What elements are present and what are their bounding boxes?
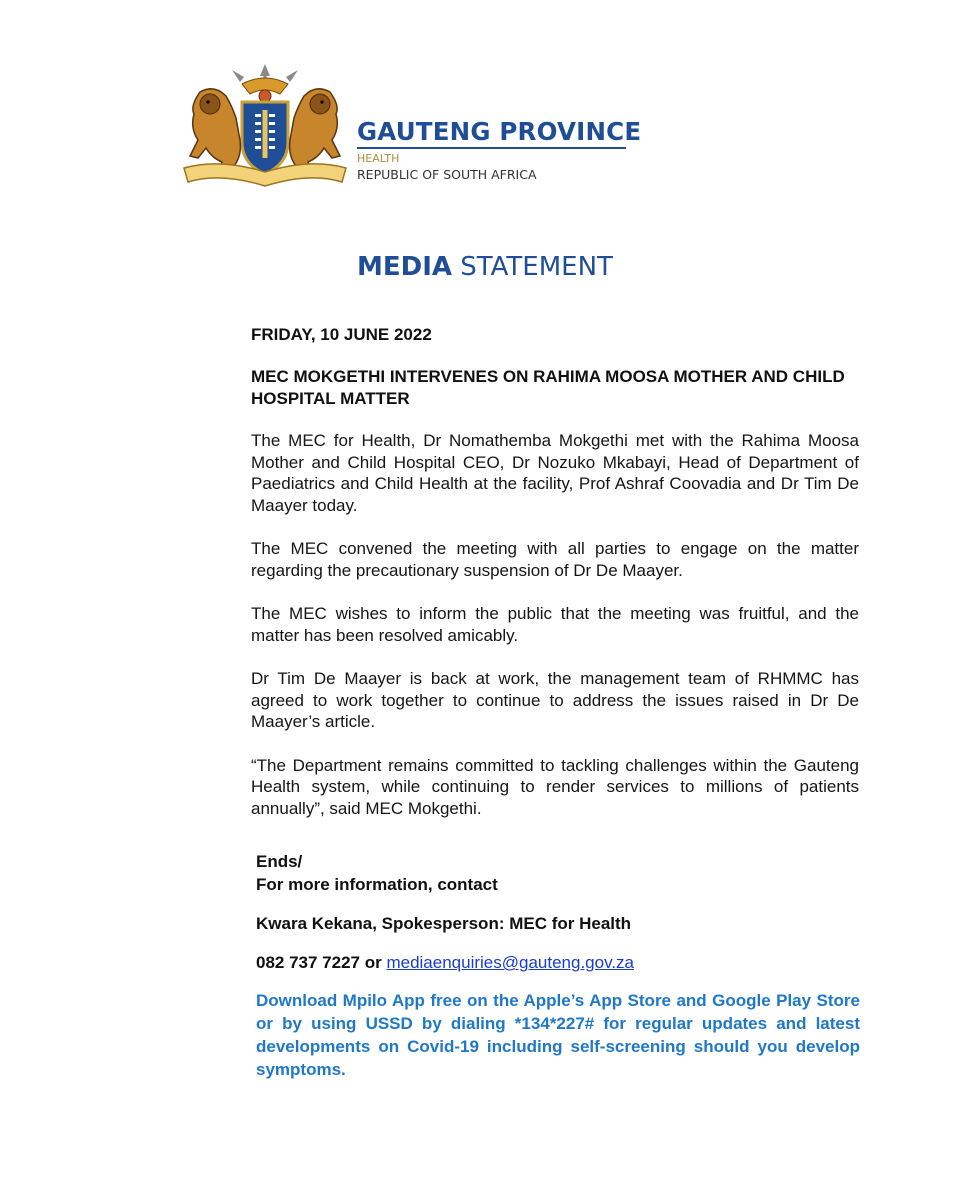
divider	[357, 147, 626, 149]
country-name: REPUBLIC OF SOUTH AFRICA	[357, 167, 537, 182]
statement-footer	[256, 850, 860, 1081]
app-promo: Download Mpilo App free on the Apple’s App Store and Google Play Store or by using USSD by dialing *134*227# for regular updates and latest developments on Covid-19 including self-screening should you develop symptoms.	[256, 991, 860, 1079]
paragraph: Dr Tim De Maayer is back at work, the management team of RHMMC has agreed to work together to continue to address the issues raised in Dr De Maayer’s article.	[251, 669, 859, 731]
statement-date: FRIDAY, 10 JUNE 2022	[251, 325, 432, 344]
department-name: HEALTH	[357, 152, 400, 165]
document-title	[357, 251, 613, 283]
ends-marker: Ends/	[256, 852, 303, 871]
paragraph: The MEC wishes to inform the public that the meeting was fruitful, and the matter has been resolved amicably.	[251, 604, 859, 645]
paragraph: The MEC for Health, Dr Nomathemba Mokgethi met with the Rahima Moosa Mother and Child Hospital CEO, Dr Nozuko Mkabayi, Head of Department of Paediatrics and Child Health at the facility, Prof Ashraf Coovadia and Dr Tim De Maayer today.	[251, 431, 859, 515]
title-bold: MEDIA	[357, 252, 453, 282]
phone-number: 082 737 7227 or	[256, 953, 382, 972]
statement-body	[251, 324, 859, 841]
title-regular: STATEMENT	[460, 252, 613, 282]
contact-details	[256, 951, 860, 974]
org-name: GAUTENG PROVINCE	[357, 117, 642, 146]
organisation-block	[357, 118, 641, 183]
coat-of-arms-icon	[180, 62, 350, 188]
paragraph: The MEC convened the meeting with all parties to engage on the matter regarding the precautionary suspension of Dr De Maayer.	[251, 539, 859, 580]
more-info-label: For more information, contact	[256, 875, 498, 894]
spokesperson: Kwara Kekana, Spokesperson: MEC for Health	[256, 914, 632, 933]
letterhead	[180, 62, 640, 192]
email-link[interactable]: mediaenquiries@gauteng.gov.za	[386, 953, 634, 972]
paragraph: “The Department remains committed to tackling challenges within the Gauteng Health system, while continuing to render services to millions of patients annually”, said MEC Mokgethi.	[251, 755, 859, 818]
statement-headline: MEC MOKGETHI INTERVENES ON RAHIMA MOOSA MOTHER AND CHILD HOSPITAL MATTER	[251, 367, 845, 408]
